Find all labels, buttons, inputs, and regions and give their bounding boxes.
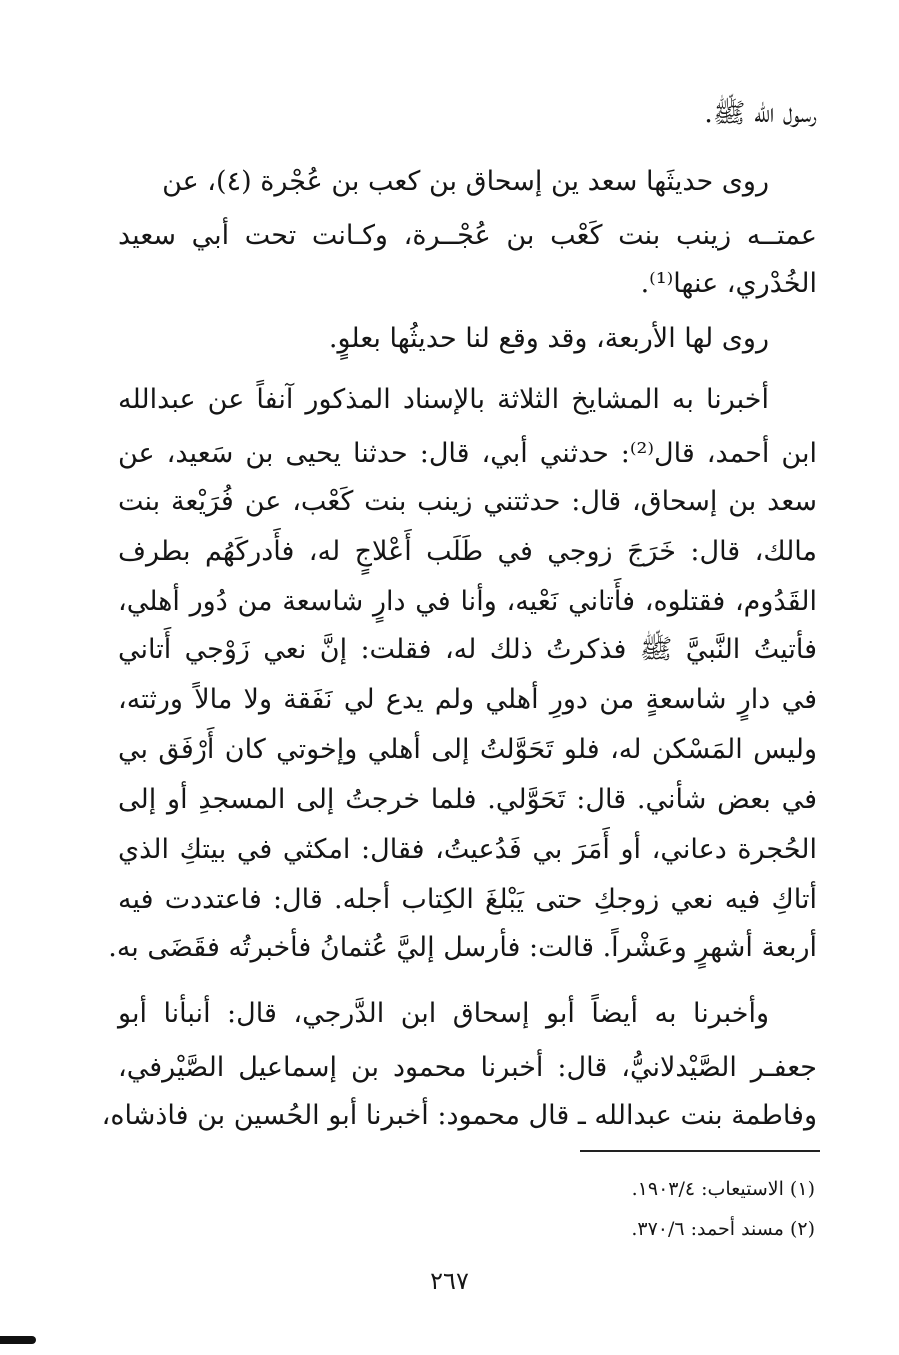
text-line-10: القَدُوم، فقتلوه، فأَتاني نَعْيه، وأنا في دارٍ شاسعة من دُور أهلي، xyxy=(118,586,817,617)
text-line-13: وليس المَسْكن له، فلو تَحَوَّلتُ إلى أهلي وإخوتي كان أَرْفَق بي xyxy=(118,734,817,765)
text-line-4: الخُدْري، عنها⁽¹⁾. xyxy=(640,268,817,299)
text-line-20: وفاطمة بنت عبدالله ـ قال محمود: أخبرنا أبو الحُسين بن فاذشاه، xyxy=(101,1100,817,1131)
text-line-16: أتاكِ فيه نعي زوجكِ حتى يَبْلغَ الكِتاب أجله. قال: فاعتددت فيه xyxy=(118,884,817,915)
text-line-2: روى حديثَها سعد ين إسحاق بن كعب بن عُجْرة (٤)، عن xyxy=(162,166,769,197)
text-line-3: عمتــه زينب بنت كَعْب بن عُجْــرة، وكـانت تحت أبي سعيد xyxy=(118,220,817,251)
text-line-17: أربعة أشهرٍ وعَشْراً. قالت: فأرسل إليَّ عُثمانُ فأخبرتُه فقَضَى به. xyxy=(108,932,817,963)
scan-edge-mark xyxy=(0,1336,36,1344)
text-line-11: فأتيتُ النَّبيَّ ﷺ فذكرتُ ذلك له، فقلت: إنَّ نعي زَوْجي أَتاني xyxy=(118,634,817,665)
text-line-15: الحُجرة دعاني، أو أَمَرَ بي فَدُعيتُ، فقال: امكثي في بيتكِ الذي xyxy=(118,834,817,865)
text-line-1: رسول الله ﷺ. xyxy=(704,98,817,129)
text-line-8: سعد بن إسحاق، قال: حدثتني زينب بنت كَعْب، عن فُرَيْعة بنت xyxy=(118,486,817,517)
text-line-9: مالك، قال: خَرَجَ زوجي في طَلَب أَعْلاجٍ له، فأَدركَهُم بطرف xyxy=(118,536,817,567)
footnote-separator xyxy=(580,1150,820,1152)
text-line-5: روى لها الأربعة، وقد وقع لنا حديثُها بعلوٍ. xyxy=(328,323,769,354)
text-line-19: جعفـر الصَّيْدلانيُّ، قال: أخبرنا محمود بن إسماعيل الصَّيْرفي، xyxy=(118,1052,817,1083)
text-line-6: أخبرنا به المشايخ الثلاثة بالإسناد المذكور آنفاً عن عبدالله xyxy=(118,384,769,415)
text-line-12: في دارٍ شاسعةٍ من دورِ أهلي ولم يدع لي نَفَقة ولا مالاً ورثته، xyxy=(118,684,817,715)
footnote-1: (١) الاستيعاب: ١٩٠٣/٤. xyxy=(631,1178,815,1200)
text-line-18: وأخبرنا به أيضاً أبو إسحاق ابن الدَّرجي، قال: أنبأنا أبو xyxy=(118,998,769,1029)
page-number: ٢٦٧ xyxy=(430,1267,469,1295)
text-line-7: ابن أحمد، قال⁽²⁾: حدثني أبي، قال: حدثنا يحيى بن سَعيد، عن xyxy=(118,438,817,469)
footnote-2: (٢) مسند أحمد: ٣٧٠/٦. xyxy=(631,1218,815,1240)
text-line-14: في بعض شأني. قال: تَحَوَّلي. فلما خرجتُ إلى المسجدِ أو إلى xyxy=(118,784,817,815)
